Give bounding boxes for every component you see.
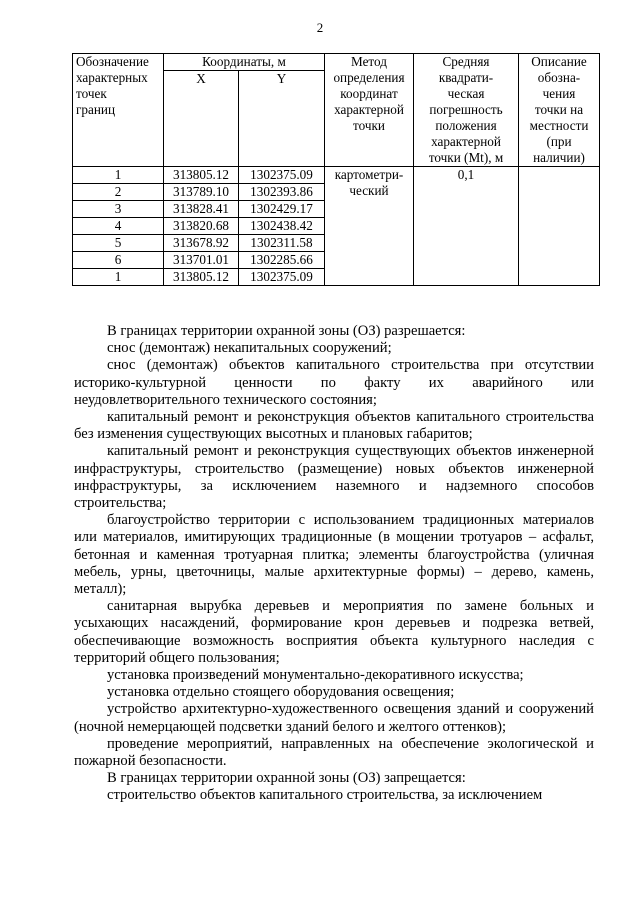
- cell-y: 1302375.09: [239, 167, 325, 184]
- cell-point: 5: [73, 235, 164, 252]
- header-method: Метод определения координат характерной точки: [325, 54, 414, 167]
- cell-x: 313828.41: [164, 201, 239, 218]
- page-number: 2: [316, 20, 324, 35]
- header-coordinates: Координаты, м: [164, 54, 325, 71]
- cell-point: 4: [73, 218, 164, 235]
- cell-y: 1302429.17: [239, 201, 325, 218]
- cell-y: 1302393.86: [239, 184, 325, 201]
- cell-y: 1302311.58: [239, 235, 325, 252]
- paragraph: В границах территории охранной зоны (ОЗ) запрещается:: [107, 770, 466, 787]
- cell-x: 313678.92: [164, 235, 239, 252]
- table-row: [73, 167, 600, 184]
- cell-point: 2: [73, 184, 164, 201]
- cell-point: 1: [73, 269, 164, 286]
- paragraph: устройство архитектурно-художественного освещения зданий и сооружений (ночной немерцающей подсветки зданий белого и желтого оттенков);: [74, 701, 594, 735]
- cell-x: 313820.68: [164, 218, 239, 235]
- cell-point: 6: [73, 252, 164, 269]
- header-y: Y: [239, 71, 325, 167]
- cell-point: 3: [73, 201, 164, 218]
- paragraph: капитальный ремонт и реконструкция существующих объектов инженерной инфраструктуры, строительство (размещение) новых объектов инженерной инфраструктуры, за исключением наземного и надземного способов строительства;: [74, 443, 594, 512]
- paragraph: санитарная вырубка деревьев и мероприятия по замене больных и усыхающих насаждений, формирование крон деревьев и подрезка ветвей, обеспечивающие возможность восприятия объекта культурного наследия с территорий общего пользования;: [74, 598, 594, 666]
- cell-x: 313701.01: [164, 252, 239, 269]
- paragraph: снос (демонтаж) некапитальных сооружений;: [107, 340, 392, 357]
- cell-error: 0,1: [414, 167, 519, 286]
- header-designation: Обозначение характерных точек границ: [73, 54, 164, 167]
- paragraph: установка произведений монументально-декоративного искусства;: [107, 667, 524, 684]
- paragraph: установка отдельно стоящего оборудования освещения;: [107, 684, 455, 701]
- cell-y: 1302285.66: [239, 252, 325, 269]
- cell-x: 313805.12: [164, 269, 239, 286]
- cell-y: 1302375.09: [239, 269, 325, 286]
- paragraph: капитальный ремонт и реконструкция объектов капитального строительства без изменения существующих высотных и плановых габаритов;: [74, 409, 594, 443]
- header-x: X: [164, 71, 239, 167]
- paragraph: проведение мероприятий, направленных на обеспечение экологической и пожарной безопасности.: [74, 735, 594, 770]
- coordinates-table: [72, 53, 600, 286]
- paragraph: благоустройство территории с использованием традиционных материалов или материалов, имитирующих традиционные (в мощении тротуаров – асфальт, бетонная и каменная тротуарная плитка; элементы благоустройства (уличная мебель, урны, цветочницы, малые архитектурные формы) – дерево, камень, металл);: [74, 512, 594, 598]
- paragraph: строительство объектов капитального строительства, за исключением: [107, 787, 543, 804]
- cell-x: 313805.12: [164, 167, 239, 184]
- cell-x: 313789.10: [164, 184, 239, 201]
- document-body: [74, 323, 594, 805]
- header-error: Средняя квадрати- ческая погрешность положения характерной точки (Mt), м: [414, 54, 519, 167]
- paragraph: В границах территории охранной зоны (ОЗ) разрешается:: [107, 323, 466, 339]
- cell-description: [519, 167, 600, 286]
- paragraph: снос (демонтаж) объектов капитального строительства при отсутствии историко-культурной ценности по факту их аварийного или неудовлетворительного технического состояния;: [74, 357, 594, 408]
- header-description: Описание обозна- чения точки на местности (при наличии): [519, 54, 600, 167]
- cell-point: 1: [73, 167, 164, 184]
- cell-y: 1302438.42: [239, 218, 325, 235]
- cell-method: картометри- ческий: [325, 167, 414, 286]
